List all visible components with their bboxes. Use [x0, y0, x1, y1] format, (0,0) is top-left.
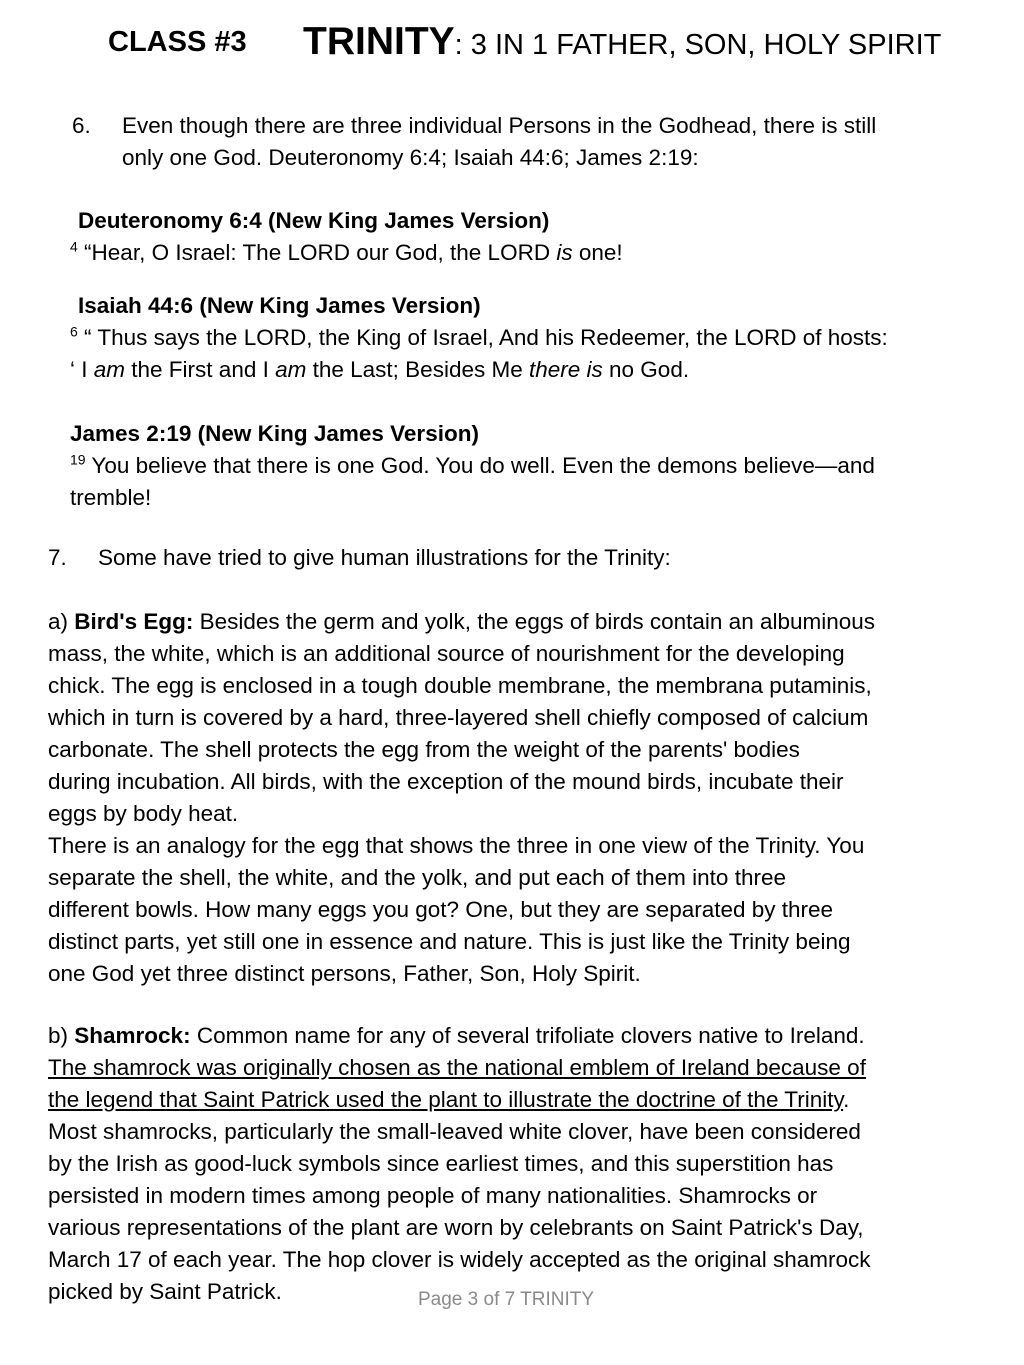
- item-6-number: 6.: [72, 113, 91, 138]
- james-verse-number: 19: [70, 451, 86, 468]
- shamrock-line: Common name for any of several trifoliate clovers native to Ireland.: [190, 1023, 865, 1048]
- deut-verse-number: 4: [70, 238, 78, 255]
- item-6-text: [122, 110, 952, 174]
- item-7-number: 7.: [48, 545, 67, 570]
- james-line-2: tremble!: [70, 485, 152, 510]
- egg-line: one God yet three distinct persons, Father, Son, Holy Spirit.: [48, 961, 641, 986]
- isaiah-line-1: “ Thus says the LORD, the King of Israel, And his Redeemer, the LORD of hosts:: [77, 325, 888, 350]
- isaiah-text: ‘ I: [70, 357, 94, 382]
- page-title: [303, 20, 941, 64]
- page-footer: Page 3 of 7 TRINITY: [418, 1289, 595, 1310]
- egg-line: different bowls. How many eggs you got? One, but they are separated by three: [48, 897, 834, 922]
- shamrock-line: March 17 of each year. The hop clover is widely accepted as the original shamrock: [48, 1247, 871, 1272]
- egg-line: Besides the germ and yolk, the eggs of birds contain an albuminous: [193, 609, 876, 634]
- egg-line: There is an analogy for the egg that shows the three in one view of the Trinity. You: [48, 833, 865, 858]
- egg-label: Bird's Egg:: [74, 609, 194, 634]
- egg-line: which in turn is covered by a hard, three-layered shell chiefly composed of calcium: [48, 705, 869, 730]
- james-heading: [70, 418, 950, 450]
- egg-line: separate the shell, the white, and the yolk, and put each of them into three: [48, 865, 786, 890]
- isaiah-verse-number: 6: [70, 323, 78, 340]
- isaiah-text: the Last; Besides Me: [306, 357, 529, 382]
- james-verse: [70, 450, 950, 514]
- egg-line: eggs by body heat.: [48, 801, 239, 826]
- shamrock-underlined-line: The shamrock was originally chosen as the national emblem of Ireland because of: [48, 1055, 866, 1080]
- james-heading-text: James 2:19 (New King James Version): [70, 421, 479, 446]
- egg-line: carbonate. The shell protects the egg from the weight of the parents' bodies: [48, 737, 800, 762]
- isaiah-verse: [70, 322, 950, 386]
- isaiah-text: no God.: [602, 357, 690, 382]
- shamrock-line: persisted in modern times among people of many nationalities. Shamrocks or: [48, 1183, 818, 1208]
- egg-prefix: a): [48, 609, 75, 634]
- isaiah-heading-text: Isaiah 44:6 (New King James Version): [78, 293, 481, 318]
- shamrock-prefix: b): [48, 1023, 75, 1048]
- shamrock-line: by the Irish as good-luck symbols since earliest times, and this superstition has: [48, 1151, 834, 1176]
- deut-verse: [70, 237, 950, 269]
- item-7-text: Some have tried to give human illustrations for the Trinity:: [98, 545, 671, 570]
- shamrock-line: picked by Saint Patrick.: [48, 1279, 282, 1304]
- shamrock-line: Most shamrocks, particularly the small-leaved white clover, have been considered: [48, 1119, 861, 1144]
- egg-line: distinct parts, yet still one in essence and nature. This is just like the Trinity being: [48, 929, 851, 954]
- isaiah-heading: [78, 290, 958, 322]
- shamrock-label: Shamrock:: [74, 1023, 191, 1048]
- shamrock-period: .: [843, 1087, 850, 1112]
- egg-line: chick. The egg is enclosed in a tough double membrane, the membrana putaminis,: [48, 673, 872, 698]
- item-6-line: only one God. Deuteronomy 6:4; Isaiah 44:6; James 2:19:: [122, 145, 699, 170]
- isaiah-italic: there is: [528, 357, 603, 382]
- isaiah-italic: am: [93, 357, 126, 382]
- class-label: CLASS #3: [108, 26, 247, 58]
- shamrock-line: various representations of the plant are worn by celebrants on Saint Patrick's Day,: [48, 1215, 864, 1240]
- egg-line: during incubation. All birds, with the exception of the mound birds, incubate their: [48, 769, 844, 794]
- isaiah-italic: am: [275, 357, 307, 382]
- shamrock-underlined-line: the legend that Saint Patrick used the plant to illustrate the doctrine of the Trinity: [48, 1087, 844, 1112]
- shamrock-paragraph: [48, 1020, 948, 1308]
- deut-heading-text: Deuteronomy 6:4 (New King James Version): [78, 208, 550, 233]
- isaiah-text: the First and I: [125, 357, 276, 382]
- deut-text-end: one!: [572, 240, 623, 265]
- deut-text: “Hear, O Israel: The LORD our God, the LORD: [77, 240, 557, 265]
- deut-heading: [78, 205, 958, 237]
- deut-text-italic: is: [556, 240, 573, 265]
- item-6-line: Even though there are three individual Persons in the Godhead, there is still: [122, 113, 877, 138]
- title-subtitle: : 3 IN 1 FATHER, SON, HOLY SPIRIT: [454, 29, 942, 61]
- egg-line: mass, the white, which is an additional source of nourishment for the developing: [48, 641, 845, 666]
- title-word: TRINITY: [303, 20, 455, 63]
- egg-paragraph: [48, 606, 948, 990]
- james-line-1: You believe that there is one God. You do well. Even the demons believe—and: [85, 453, 875, 478]
